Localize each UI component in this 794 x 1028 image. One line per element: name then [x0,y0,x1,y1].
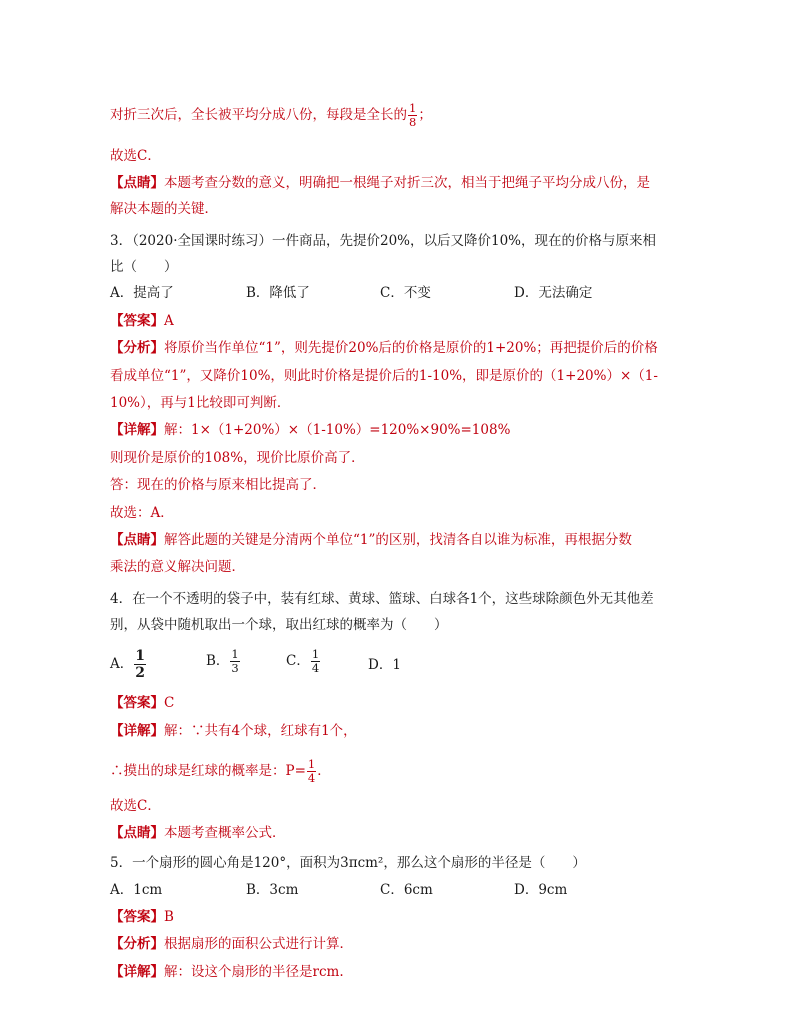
q3-answer: 【答案】A [110,313,174,329]
q4-dianjing: 【点睛】本题考查概率公式． [110,825,286,841]
q3-xiangjie-cont1: 则现价是原价的108%，现价比原价高了． [110,450,365,466]
q3-option-c: C．不变 [380,285,431,301]
intro-line: 对折三次后，全长被平均分成八份，每段是全长的 $\frac{1}{8}$ ； [110,101,432,129]
q3-choice: 故选：A． [110,505,174,521]
q4-xiangjie: 【详解】解：∵共有4个球，红球有1个， [110,723,357,739]
fraction-one-third: $\frac{1}{3}$ [231,647,239,675]
q4-stem: 4．在一个不透明的袋子中，装有红球、黄球、篮球、白球各1个，这些球除颜色外无其他差 [110,591,654,607]
q5-answer: 【答案】B [110,909,174,925]
q3-dianjing-cont: 乘法的意义解决问题． [110,559,245,575]
q4-option-d: D．1 [368,657,401,673]
dianjing-tag: 【点睛】 [110,175,164,191]
q3-option-d: D．无法确定 [514,285,593,301]
q5-option-a: A．1cm [110,882,163,898]
q3-stem: 3．（2020·全国课时练习）一件商品，先提价20%，以后又降价10%，现在的价格与原来相 [110,233,656,249]
q5-option-c: C．6cm [380,882,433,898]
q3-dianjing: 【点睛】解答此题的关键是分清两个单位“1”的区别，找清各自以谁为标准，再根据分数 [110,532,632,548]
q5-fenxi: 【分析】根据扇形的面积公式进行计算． [110,936,353,952]
q3-fenxi-cont2: 10%），再与1比较即可判断． [110,395,291,411]
q3-option-a: A．提高了 [110,285,174,301]
q4-xiangjie-cont: ∴摸出的球是红球的概率是：P= $\frac{1}{4}$ ． [110,757,331,785]
q5-option-d: D．9cm [514,882,568,898]
q5-xiangjie: 【详解】解：设这个扇形的半径是rcm. [110,964,344,980]
q4-option-c: C． $\frac{1}{4}$ [286,647,320,675]
q5-option-b: B．3cm [246,882,299,898]
q4-stem-cont: 别，从袋中随机取出一个球，取出红球的概率为（ ） [110,617,448,633]
q2-dianjing: 【点睛】本题考查分数的意义，明确把一根绳子对折三次，相当于把绳子平均分成八份，是 [110,175,650,191]
q3-xiangjie: 【详解】解：1×（1+20%）×（1-10%）=120%×90%=108% [110,422,511,438]
q4-option-a: A． $\frac{1}{2}$ [110,648,145,681]
fraction-one-quarter-result: $\frac{1}{4}$ [307,757,316,785]
q3-xiangjie-cont2: 答：现在的价格与原来相比提高了． [110,477,326,493]
q2-choice: 故选C． [110,148,161,164]
q5-stem: 5．一个扇形的圆心角是120°，面积为3πcm²，那么这个扇形的半径是（ ） [110,855,586,871]
q4-choice: 故选C． [110,798,161,814]
q3-stem-cont: 比（ ） [110,259,178,275]
q2-dianjing-cont: 解决本题的关键． [110,201,218,217]
intro-text: 对折三次后，全长被平均分成八份，每段是全长的 [110,107,407,123]
fraction-one-eighth: $\frac{1}{8}$ [409,101,417,129]
q4-answer: 【答案】C [110,695,175,711]
q3-fenxi: 【分析】将原价当作单位“1”，则先提价20%后的价格是原价的1+20%；再把提价后的价格 [110,340,658,356]
q3-option-b: B．降低了 [246,285,310,301]
fraction-one-half: $\frac{1}{2}$ [135,648,145,681]
q3-fenxi-cont1: 看成单位“1”，又降价10%，则此时价格是提价后的1-10%，即是原价的（1+20%）×（1- [110,368,658,384]
fraction-one-quarter: $\frac{1}{4}$ [311,647,320,675]
q4-option-b: B． $\frac{1}{3}$ [206,647,239,675]
